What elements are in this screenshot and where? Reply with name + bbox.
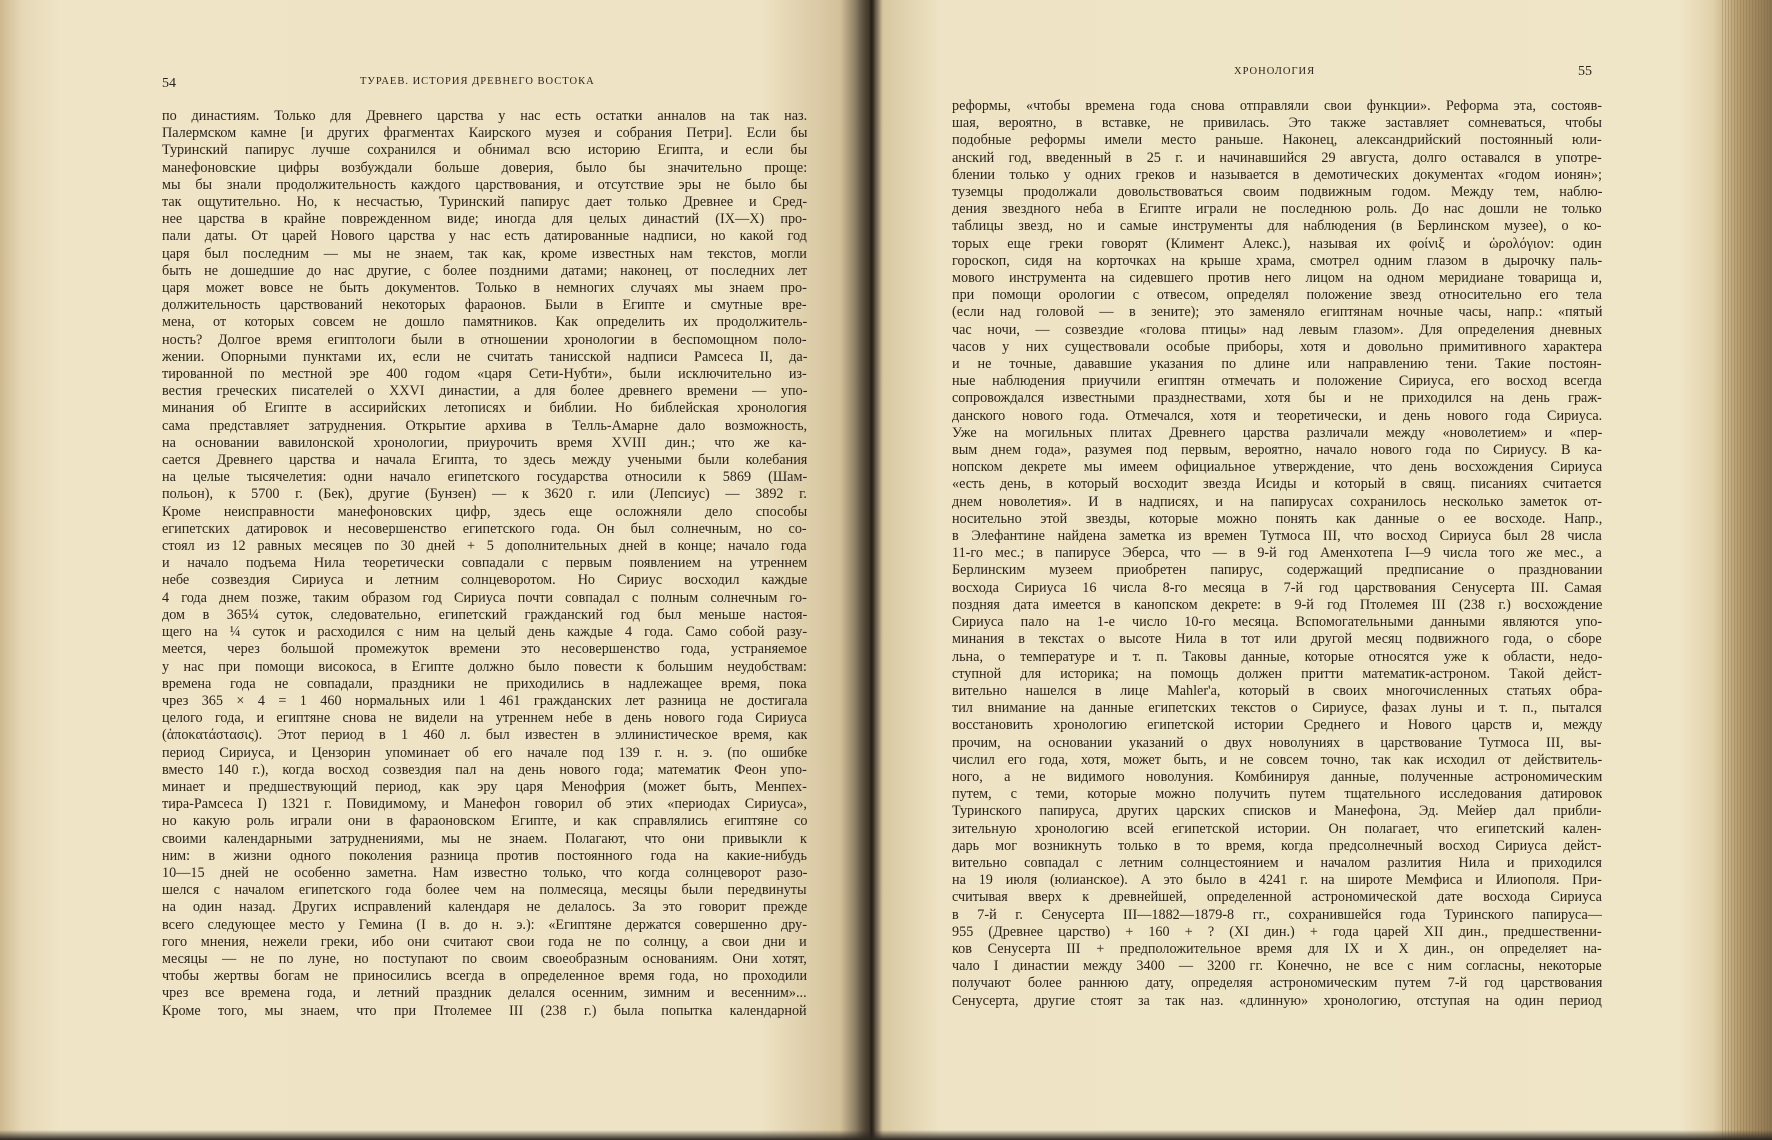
left-text-line: на целые тысячелетия: одни начало египетского государства относили к 5869 (Шам- bbox=[162, 469, 807, 486]
left-text-line: вместо 140 г.), когда восход созвездия пал на день нового года; математик Феон упо- bbox=[162, 761, 807, 778]
right-text-line: ного, а не видимого новолуния. Комбинируя данные, полученные астрономическим bbox=[952, 768, 1602, 785]
right-text-line: льна, о температуре и т. п. Таковы данные, которые относятся уже к области, недо- bbox=[952, 648, 1602, 665]
left-text-line: чтобы жертвы богам не приносились всегда в определенное время года, но проходили bbox=[162, 968, 807, 985]
right-text-line: шая, вероятно, в вставке, не привилась. Это также заставляет сомневаться, чтобы bbox=[952, 115, 1602, 132]
left-text-line: меется, через большой промежуток времени это несовершенство года, устраняемое bbox=[162, 641, 807, 658]
right-text-line: ные наблюдения приучили египтян отмечать и положение Сириуса, его восход всегда bbox=[952, 373, 1602, 390]
left-text-line: у нас при помощи високоса, в Египте должно было повести к большим неудобствам: bbox=[162, 658, 807, 675]
left-text-line: (ἀποκατάστασις). Этот период в 1 460 л. был известен в эллинистическое время, как bbox=[162, 727, 807, 744]
left-page bbox=[0, 0, 866, 1140]
right-text-line: восхода Сириуса 16 числа 8-го месяца в 7-й год царствования Сенусерта III. Самая bbox=[952, 579, 1602, 596]
left-text-line: времена года не совпадали, праздники не приходились в надлежащее время, пока bbox=[162, 675, 807, 692]
right-body-text bbox=[952, 98, 1602, 1010]
right-page-number: 55 bbox=[1578, 64, 1592, 79]
right-text-line: блении только у одних греков и называется в демотических документах «годом ионян»; bbox=[952, 166, 1602, 183]
right-text-line: Сенусерта, другие стоят за так наз. «длинную» хронологию, отступая на один период bbox=[952, 992, 1602, 1009]
left-text-line: манефоновские цифры возбуждали больше доверия, было бы значительно проще: bbox=[162, 159, 807, 176]
right-text-line: анский год, введенный в 25 г. и начинавшийся 29 августа, долго оставался в употре- bbox=[952, 149, 1602, 166]
right-text-line: в Элефантине найдена заметка из времен Тутмоса III, что восход Сириуса был 28 числа bbox=[952, 528, 1602, 545]
left-text-line: вестия греческих писателей о XXVI династии, а для более древнего времени — упо- bbox=[162, 383, 807, 400]
left-text-line: пали даты. От царей Нового царства у нас есть датированные надписи, но какой год bbox=[162, 228, 807, 245]
left-text-line: тира-Рамсеса I) 1321 г. Повидимому, и Манефон говорил об этих «периодах Сириуса», bbox=[162, 796, 807, 813]
left-text-line: своими календарными затруднениями, мы не знаем. Полагают, что они привыкли к bbox=[162, 830, 807, 847]
left-text-line: ним: в жизни одного поколения разница против постоянного года на какие-нибудь bbox=[162, 847, 807, 864]
right-text-line: носительно этой звезды, которые можно понять как данные о ее восходе. Напр., bbox=[952, 510, 1602, 527]
right-text-line: «есть день, в который восходит звезда Исиды и который в свящ. писаниях считается bbox=[952, 476, 1602, 493]
left-text-line: должительность царствований некоторых фараонов. Были в Египте и смутные вре- bbox=[162, 297, 807, 314]
left-text-line: но какую роль играли они в фараоновском Египте, и как справлялись египтяне со bbox=[162, 813, 807, 830]
left-body-text bbox=[162, 108, 807, 1020]
left-text-line: по династиям. Только для Древнего царства у нас есть остатки анналов на так наз. bbox=[162, 108, 807, 124]
right-text-line: Сириуса пало на 1-е число 10-го месяца. Вспомогательными данными являются упо- bbox=[952, 614, 1602, 631]
left-text-line: шелся с началом египетского года более чем на полмесяца, месяцы были передвинуты bbox=[162, 882, 807, 899]
left-text-line: нее царства в крайне поврежденном виде; иногда для целых династий (IX—X) про- bbox=[162, 211, 807, 228]
right-text-line: ков Сенусерта III + предположительное время для IX и X дин., он определяет на- bbox=[952, 940, 1602, 957]
right-text-line: подобные реформы имели место раньше. Наконец, александрийский постоянный юли- bbox=[952, 132, 1602, 149]
left-text-line: на один назад. Других исправлений календаря не делалось. За это говорит прежде bbox=[162, 899, 807, 916]
left-text-line: стоял из 12 равных месяцев по 30 дней + 5 дополнительных дней в конце; начало года bbox=[162, 538, 807, 555]
left-text-line: период Сириуса, и Цензорин упоминает об его начале под 139 г. н. э. (по ошибке bbox=[162, 744, 807, 761]
right-page bbox=[872, 0, 1772, 1140]
right-text-line: вым днем года», разумея под первым, вероятно, начало нового года по Сириусу. В ка- bbox=[952, 442, 1602, 459]
right-text-line: (если над головой — в зените); это заменяло египтянам ночные часы, напр.: «пятый bbox=[952, 304, 1602, 321]
left-text-line: чрез все времена года, и летний праздник делался осенним, зимним и весенним»... bbox=[162, 985, 807, 1002]
left-page-number: 54 bbox=[162, 76, 176, 91]
left-text-line: минает и предшествующий период, как эру царя Менофрия (может быть, Менпех- bbox=[162, 778, 807, 795]
right-text-line: минания в текстах о высоте Нила в тот или другой месяц подвижного года, о сборе bbox=[952, 631, 1602, 648]
left-text-line: египетских датировок и несовершенство египетского года. Он был солнечным, но со- bbox=[162, 520, 807, 537]
right-text-line: чало I династии между 3400 — 3200 гг. Конечно, не все с ним согласны, некоторые bbox=[952, 958, 1602, 975]
left-text-line: Кроме того, мы знаем, что при Птолемее III (238 г.) была попытка календарной bbox=[162, 1002, 807, 1019]
right-text-line: ступной для историка; на помощь должен притти математик-астроном. Такой дейст- bbox=[952, 665, 1602, 682]
left-text-line: небе созвездия Сириуса и летним солнцеворотом. Но Сириус восходил каждые bbox=[162, 572, 807, 589]
right-text-line: час ночи, — созвездие «голова птицы» над левым глазом». Для определения дневных bbox=[952, 321, 1602, 338]
left-text-line: мы бы знали продолжительность каждого царствования, и отсутствие эры не было бы bbox=[162, 176, 807, 193]
left-text-line: мена, от которых совсем не дошло памятников. Как определить их продолжитель- bbox=[162, 314, 807, 331]
gutter-shadow bbox=[856, 0, 884, 1140]
right-text-line: прочим, на основании указаний о двух новолуниях в царствование Тутмоса III, вы- bbox=[952, 734, 1602, 751]
left-text-line: так ощутительно. Но, к несчастью, Туринский папирус дает только Древнее и Сред- bbox=[162, 194, 807, 211]
left-text-line: 4 года днем позже, таким образом год Сириуса почти совпадал с полным солнечным го- bbox=[162, 589, 807, 606]
left-text-line: чрез 365 × 4 = 1 460 нормальных или 1 461 гражданских лет разница не достигала bbox=[162, 692, 807, 709]
right-running-head: ХРОНОЛОГИЯ bbox=[1234, 66, 1316, 77]
left-text-line: на основании вавилонской хронологии, приурочить время XVIII дин.; что же ка- bbox=[162, 434, 807, 451]
right-text-line: мового инструмента на сидевшего против него лицом на одном меридиане товарища и, bbox=[952, 270, 1602, 287]
right-text-line: вительно совпадал с летним солнцестоянием и началом разлития Нила и приходился bbox=[952, 854, 1602, 871]
right-text-line: поздняя дата имеется в канопском декрете: в 9-й год Птолемея III (238 г.) восхождение bbox=[952, 596, 1602, 613]
left-text-line: и начало подъема Нила теоретически совпадали с первым появлением на утреннем bbox=[162, 555, 807, 572]
left-text-line: 10—15 дней не особенно заметна. Нам известно только, что когда солнцеворот разо- bbox=[162, 864, 807, 881]
right-text-line: восстановить хронологию египетской истории Среднего и Нового царств и, между bbox=[952, 717, 1602, 734]
right-text-line: гороскоп, сидя на корточках на крыше храма, смотрел одним глазом в дырочку паль- bbox=[952, 252, 1602, 269]
right-text-line: зительную хронологию всей египетской истории. Он полагает, что египетский кален- bbox=[952, 820, 1602, 837]
bottom-edge bbox=[0, 1130, 1772, 1140]
left-text-line: целого года, и египтяне снова не видели на утреннем небе в день нового года Сириуса bbox=[162, 710, 807, 727]
right-text-line: реформы, «чтобы времена года снова отправляли свои функции». Реформа эта, состояв- bbox=[952, 98, 1602, 114]
left-text-line: месяцы — не по луне, но поступают по своим своеобразным основаниям. Они хотят, bbox=[162, 950, 807, 967]
left-text-line: Палермском камне [и других фрагментах Каирского музея и собрания Петри]. Если бы bbox=[162, 125, 807, 142]
left-text-line: сается Древнего царства и начала Египта, то здесь между учеными были колебания bbox=[162, 452, 807, 469]
left-text-line: царя может вовсе не быть документов. Только в немногих случаях мы знаем про- bbox=[162, 280, 807, 297]
left-text-line: сама представляет затруднения. Открытие архива в Телль-Амарне дало возможность, bbox=[162, 417, 807, 434]
left-text-line: минания об Египте в ассирийских летописях и библии. Но библейская хронология bbox=[162, 400, 807, 417]
right-text-line: днем новолетия». И в надписях, и на папирусах сохранилось несколько заметок от- bbox=[952, 493, 1602, 510]
left-text-line: тированной по местной эре 400 годом «царя Сети-Нубти», были исключительно из- bbox=[162, 366, 807, 383]
right-text-line: при помощи орологии с отвесом, определял положение звезд относительно его тела bbox=[952, 287, 1602, 304]
page-edges bbox=[1722, 0, 1772, 1140]
right-text-line: сопровождался известными празднествами, хотя бы и не приходился на день граж- bbox=[952, 390, 1602, 407]
left-text-line: гого мнения, нежели греки, ибо они считают свои года не по солнцу, а свои дни и bbox=[162, 933, 807, 950]
right-text-line: Берлинским музеем приобретен папирус, содержащий предписание о праздновании bbox=[952, 562, 1602, 579]
left-text-line: жении. Опорными пунктами их, если не считать танисской надписи Рамсеса II, да- bbox=[162, 348, 807, 365]
right-text-line: данского нового года. Отмечался, хотя и теоретически, и день нового года Сириуса. bbox=[952, 407, 1602, 424]
left-text-line: царя был последним — мы не знаем, так как, кроме известных нам текстов, могли bbox=[162, 245, 807, 262]
right-text-line: дарь мог возникнуть только в то время, когда предсолнечный восход Сириуса дейст- bbox=[952, 837, 1602, 854]
right-text-line: тил внимание на данные египетских текстов о Сириусе, фазах луны и т. п., пытался bbox=[952, 700, 1602, 717]
right-text-line: и не точные, дававшие указания по длине или направлению тени. Такие постоян- bbox=[952, 356, 1602, 373]
right-text-line: 955 (Древнее царство) + 160 + ? (XI дин.) + года царей XII дин., предшественни- bbox=[952, 923, 1602, 940]
right-text-line: Уже на могильных плитах Древнего царства различали между «новолетием» и «пер- bbox=[952, 424, 1602, 441]
left-text-line: всего следующее место у Гемина (I в. до н. э.): «Египтяне держатся совершенно дру- bbox=[162, 916, 807, 933]
left-text-line: быть не дошедшие до нас другие, с более поздними датами; наконец, от последних лет bbox=[162, 262, 807, 279]
left-running-head: ТУРАЕВ. ИСТОРИЯ ДРЕВНЕГО ВОСТОКА bbox=[360, 76, 595, 87]
right-text-line: в 7-й г. Сенусерта III—1882—1879-8 гг., сохранившейся года Туринского папируса— bbox=[952, 906, 1602, 923]
right-text-line: торых еще греки говорят (Климент Алекс.), называя их φοίνιξ и ὡρολόγιον: один bbox=[952, 235, 1602, 252]
right-text-line: туземцы продолжали довольствоваться своим подвижным годом. Между тем, наблю- bbox=[952, 184, 1602, 201]
right-text-line: нопском декрете мы имеем официальное утверждение, что день восхождения Сириуса bbox=[952, 459, 1602, 476]
left-text-line: Туринский папирус лучше сохранился и обнимал всю историю Египта, и если бы bbox=[162, 142, 807, 159]
left-text-line: Кроме неисправности манефоновских цифр, здесь еще осложняли дело способы bbox=[162, 503, 807, 520]
right-text-line: таблицы звезд, но и самые инструменты для наблюдения (в Берлинском музее), о ко- bbox=[952, 218, 1602, 235]
right-text-line: получают более раннюю дату, определяя астрономическим путем 7-й год царствования bbox=[952, 975, 1602, 992]
left-text-line: щего на ¼ суток и расходился с ним на целый день каждые 4 года. Само собой разу- bbox=[162, 624, 807, 641]
right-text-line: на 19 июля (юлианское). А это было в 4241 г. на широте Мемфиса и Илиополя. При- bbox=[952, 872, 1602, 889]
left-text-line: дом в 365¼ суток, следовательно, египетский гражданский год был меньше настоя- bbox=[162, 606, 807, 623]
right-text-line: Туринского папируса, других царских списков и Манефона, Эд. Мейер дал прибли- bbox=[952, 803, 1602, 820]
left-text-line: польон), к 5700 г. (Бек), другие (Бунзен) — к 3620 г. или (Лепсиус) — 3892 г. bbox=[162, 486, 807, 503]
right-text-line: дения звездного неба в Египте играли не последнюю роль. До нас дошли не только bbox=[952, 201, 1602, 218]
left-text-line: ность? Долгое время египтологи были в отношении хронологии в беспомощном поло- bbox=[162, 331, 807, 348]
right-text-line: вительно нашелся в лице Mahler'a, который в своих многочисленных статьях обра- bbox=[952, 682, 1602, 699]
right-text-line: часов у них существовали особые приборы, хотя и довольно примитивного характера bbox=[952, 338, 1602, 355]
right-text-line: числил его года, хотя, может быть, и не совсем точно, так как исходил от действитель- bbox=[952, 751, 1602, 768]
right-text-line: 11-го мес.; в папирусе Эберса, что — в 9-й год Аменхотепа I—9 числа того же мес., а bbox=[952, 545, 1602, 562]
right-text-line: считывая вверх к древнейшей, определенной астрономической дате восхода Сириуса bbox=[952, 889, 1602, 906]
right-text-line: путем, с теми, которые можно получить путем тщательного исследования датировок bbox=[952, 786, 1602, 803]
